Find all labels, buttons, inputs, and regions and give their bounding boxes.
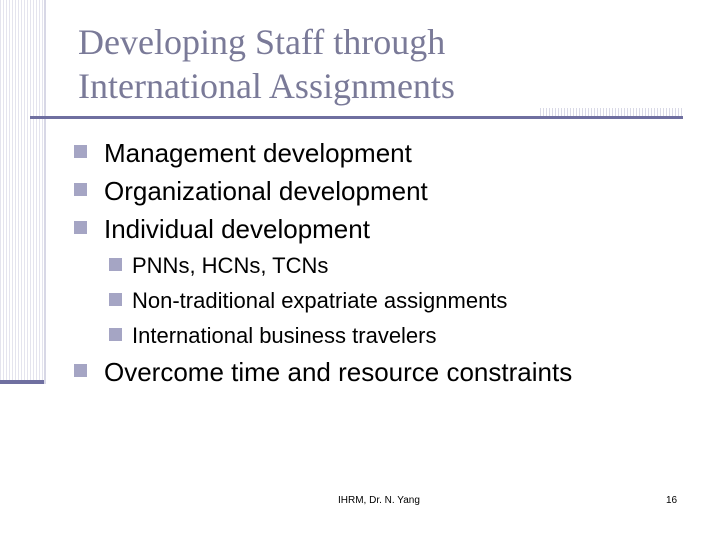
page-number: 16 — [666, 495, 678, 506]
bullet-text: Organizational development — [104, 176, 428, 206]
bullet-item — [74, 172, 694, 210]
bullet-square-icon — [74, 221, 87, 234]
sub-bullet-item — [74, 283, 694, 318]
bullet-square-icon — [109, 293, 122, 306]
sub-bullet-text: International business travelers — [132, 323, 437, 348]
left-decor-bar — [0, 0, 46, 384]
bullet-list — [74, 134, 694, 391]
bullet-item — [74, 134, 694, 172]
slide-title — [78, 20, 678, 108]
bullet-square-icon — [74, 183, 87, 196]
bullet-text: Management development — [104, 138, 412, 168]
bullet-text: Individual development — [104, 214, 370, 244]
bullet-square-icon — [109, 258, 122, 271]
bullet-text: Overcome time and resource constraints — [104, 357, 573, 387]
sub-bullet-item — [74, 318, 694, 353]
title-line-1: Developing Staff through — [78, 22, 446, 62]
bullet-square-icon — [109, 328, 122, 341]
left-decor-bottom-line — [0, 380, 46, 384]
footer-author: IHRM, Dr. N. Yang — [338, 495, 420, 506]
sub-bullet-item — [74, 248, 694, 283]
sub-bullet-text: PNNs, HCNs, TCNs — [132, 253, 329, 278]
bullet-item — [74, 353, 694, 391]
left-decor-line — [44, 0, 46, 384]
bullet-item — [74, 210, 694, 248]
bullet-square-icon — [74, 145, 87, 158]
title-line-2: International Assignments — [78, 66, 455, 106]
sub-bullet-text: Non-traditional expatriate assignments — [132, 288, 508, 313]
bullet-square-icon — [74, 364, 87, 377]
title-rule — [30, 116, 683, 119]
